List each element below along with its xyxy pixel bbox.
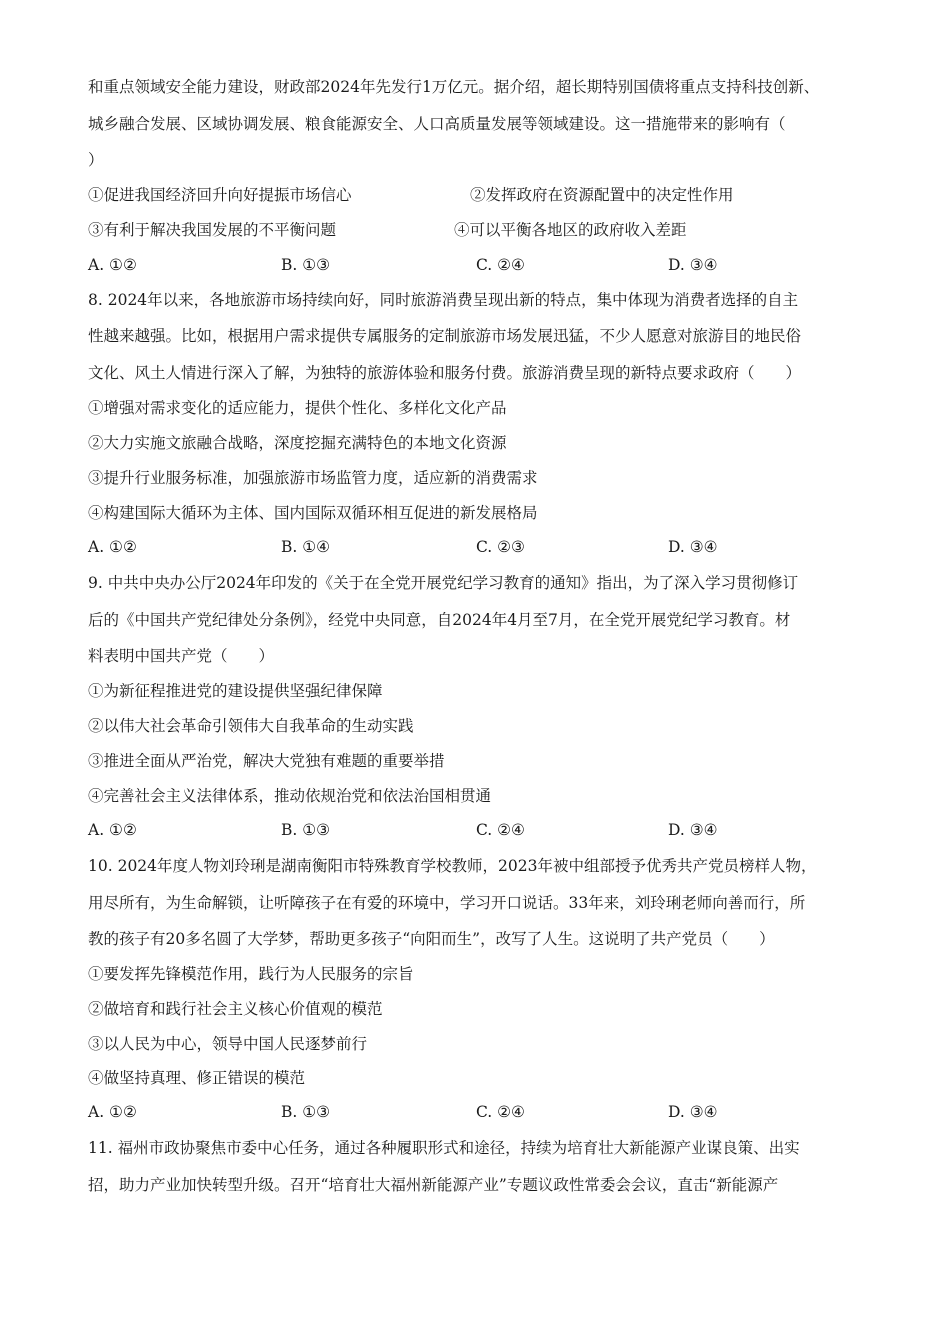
- q8-option-a: A. ①②: [88, 538, 137, 556]
- q7-option-b: B. ①③: [281, 256, 331, 274]
- q9-statement-3: ③推进全面从严治党，解决大党独有难题的重要举措: [88, 752, 445, 770]
- q8-text-line-2: 性越来越强。比如，根据用户需求提供专属服务的定制旅游市场发展迅猛，不少人愿意对旅游目的地民俗: [88, 327, 802, 345]
- q7-option-a: A. ①②: [88, 256, 137, 274]
- q8-statement-4: ④构建国际大循环为主体、国内国际双循环相互促进的新发展格局: [88, 504, 538, 522]
- q8-option-d: D. ③④: [668, 538, 718, 556]
- q7-statement-3: ③有利于解决我国发展的不平衡问题: [88, 221, 337, 239]
- q9-option-c: C. ②④: [476, 821, 525, 839]
- q10-option-c: C. ②④: [476, 1103, 525, 1121]
- q8-option-c: C. ②③: [476, 538, 525, 556]
- q10-option-b: B. ①③: [281, 1103, 331, 1121]
- q11-text-line-1: 11. 福州市政协聚焦市委中心任务，通过各种履职形式和途径，持续为培育壮大新能源产业谋良策、出实: [88, 1139, 800, 1157]
- q7-text-line-1: 和重点领域安全能力建设，财政部2024年先发行1万亿元。据介绍，超长期特别国债将重点支持科技创新、: [88, 78, 820, 96]
- q10-text-line-1: 10. 2024年度人物刘玲琍是湖南衡阳市特殊教育学校教师，2023年被中组部授予优秀共产党员榜样人物，: [88, 857, 817, 875]
- q7-option-c: C. ②④: [476, 256, 525, 274]
- q8-text-line-1: 8. 2024年以来，各地旅游市场持续向好，同时旅游消费呈现出新的特点，集中体现为消费者选择的自主: [88, 291, 799, 309]
- q10-statement-2: ②做培育和践行社会主义核心价值观的模范: [88, 1000, 383, 1018]
- q8-text-line-3: 文化、风土人情进行深入了解，为独特的旅游体验和服务付费。旅游消费呈现的新特点要求政府（ ）: [88, 364, 802, 382]
- q9-statement-4: ④完善社会主义法律体系，推动依规治党和依法治国相贯通: [88, 787, 492, 805]
- q9-option-d: D. ③④: [668, 821, 718, 839]
- q10-statement-4: ④做坚持真理、修正错误的模范: [88, 1069, 306, 1087]
- q7-text-line-3: ）: [88, 151, 104, 169]
- q9-text-line-2: 后的《中国共产党纪律处分条例》，经党中央同意，自2024年4月至7月，在全党开展党纪学习教育。材: [88, 611, 791, 629]
- q7-option-d: D. ③④: [668, 256, 718, 274]
- q10-text-line-2: 用尽所有，为生命解锁，让听障孩子在有爱的环境中，学习开口说话。33年来，刘玲琍老师向善而行，所: [88, 894, 806, 912]
- q10-text-line-3: 教的孩子有20多名圆了大学梦，帮助更多孩子“向阳而生”，改写了人生。这说明了共产党员（ ）: [88, 930, 775, 948]
- q9-statement-2: ②以伟大社会革命引领伟大自我革命的生动实践: [88, 717, 414, 735]
- q7-statement-4: ④可以平衡各地区的政府收入差距: [454, 221, 687, 239]
- q8-statement-2: ②大力实施文旅融合战略，深度挖掘充满特色的本地文化资源: [88, 434, 507, 452]
- q7-text-line-2: 城乡融合发展、区域协调发展、粮食能源安全、人口高质量发展等领域建设。这一措施带来的影响有（: [88, 115, 786, 133]
- q7-statement-1: ①促进我国经济回升向好提振市场信心: [88, 186, 352, 204]
- q10-statement-1: ①要发挥先锋模范作用，践行为人民服务的宗旨: [88, 965, 414, 983]
- q9-option-a: A. ①②: [88, 821, 137, 839]
- q9-option-b: B. ①③: [281, 821, 331, 839]
- q11-text-line-2: 招，助力产业加快转型升级。召开“培育壮大福州新能源产业”专题议政性常委会会议，直击“新能源产: [88, 1176, 779, 1194]
- q9-text-line-3: 料表明中国共产党（ ）: [88, 647, 275, 665]
- q7-statement-2: ②发挥政府在资源配置中的决定性作用: [470, 186, 734, 204]
- q10-option-d: D. ③④: [668, 1103, 718, 1121]
- q10-statement-3: ③以人民为中心，领导中国人民逐梦前行: [88, 1035, 368, 1053]
- q9-statement-1: ①为新征程推进党的建设提供坚强纪律保障: [88, 682, 383, 700]
- q8-statement-3: ③提升行业服务标准，加强旅游市场监管力度，适应新的消费需求: [88, 469, 538, 487]
- q10-option-a: A. ①②: [88, 1103, 137, 1121]
- q8-option-b: B. ①④: [281, 538, 331, 556]
- q8-statement-1: ①增强对需求变化的适应能力，提供个性化、多样化文化产品: [88, 399, 507, 417]
- q9-text-line-1: 9. 中共中央办公厅2024年印发的《关于在全党开展党纪学习教育的通知》指出，为了深入学习贯彻修订: [88, 574, 799, 592]
